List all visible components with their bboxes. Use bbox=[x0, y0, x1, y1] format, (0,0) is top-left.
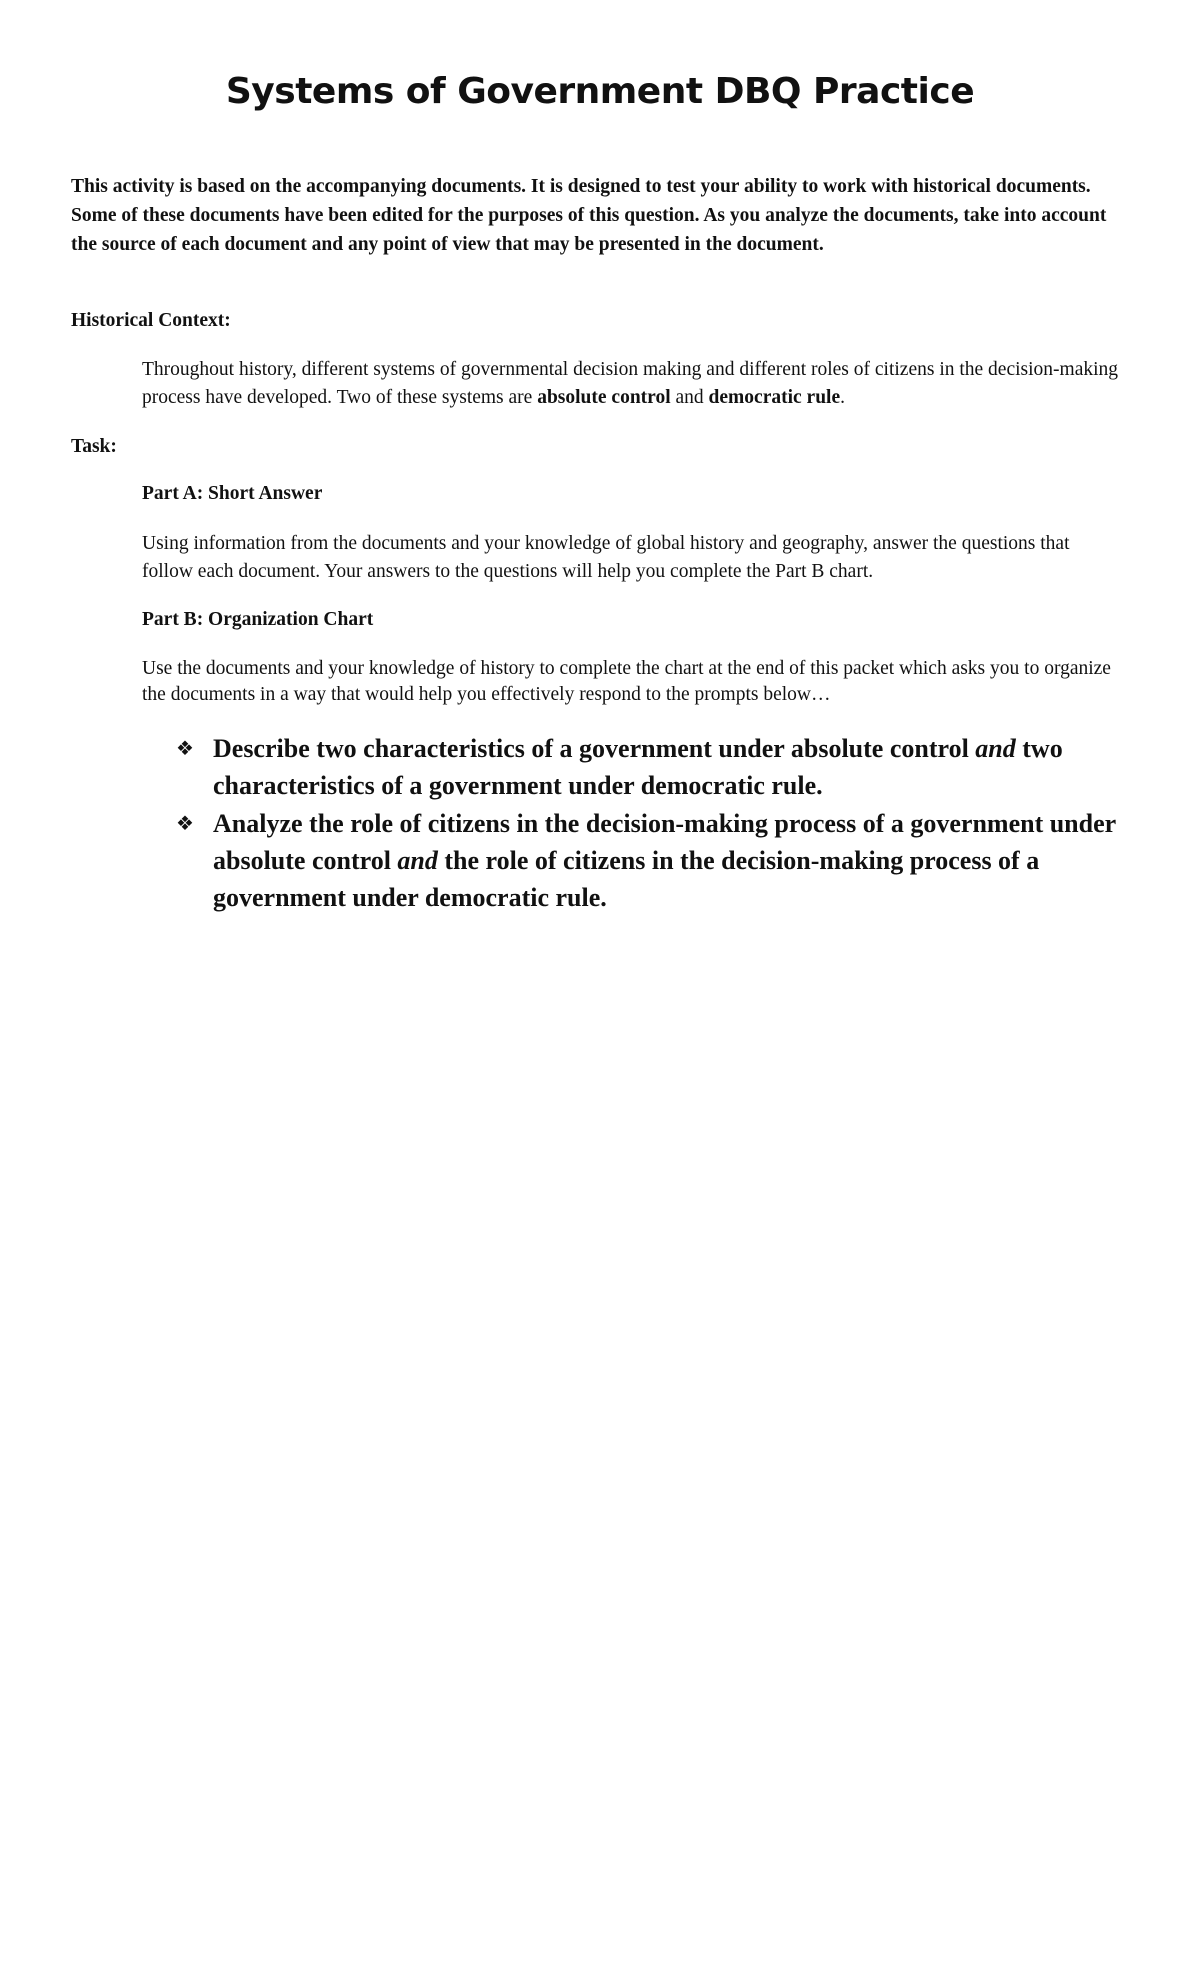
prompt-text-italic: and bbox=[975, 734, 1016, 763]
term-absolute-control: absolute control bbox=[537, 387, 671, 408]
prompt-text-after: two characteristics of a government under democratic rule. bbox=[213, 734, 1063, 800]
prompt-text-italic: and bbox=[397, 846, 438, 875]
prompt-text-before: Describe two characteristics of a government under absolute control bbox=[213, 734, 976, 763]
context-text-between: and bbox=[670, 387, 709, 408]
prompt-text-before: Analyze the role of citizens in the decision-making process of a government under absolute control bbox=[213, 809, 1116, 875]
part-b-heading: Part B: Organization Chart bbox=[142, 609, 374, 630]
part-b-text: Use the documents and your knowledge of history to complete the chart at the end of this packet which asks you to organize the documents in a way that would help you effectively respond to the prompts below… bbox=[142, 658, 1111, 705]
historical-context-text bbox=[142, 356, 1122, 412]
context-text-before: Throughout history, different systems of governmental decision making and different roles of citizens in the decision-making process have developed. Two of these systems are bbox=[142, 359, 1119, 408]
page-title: Systems of Government DBQ Practice bbox=[225, 71, 975, 112]
part-a-text: Using information from the documents and your knowledge of global history and geography, answer the questions that follow each document. Your answers to the questions will help you complete the Part B chart. bbox=[142, 533, 1070, 582]
context-text-after: . bbox=[840, 387, 845, 408]
intro-paragraph: This activity is based on the accompanying documents. It is designed to test your ability to work with historical documents. Some of these documents have been edited for the purposes of this question. As you analyze the documents, take into account the source of each document and any point of view that may be presented in the document. bbox=[71, 176, 1107, 255]
term-democratic-rule: democratic rule bbox=[708, 387, 841, 408]
diamond-flower-bullet-icon: ❖ bbox=[176, 736, 194, 760]
prompt-item bbox=[176, 805, 1136, 916]
task-label: Task: bbox=[71, 436, 117, 457]
diamond-flower-bullet-icon: ❖ bbox=[176, 811, 194, 835]
part-a-heading: Part A: Short Answer bbox=[142, 483, 323, 504]
historical-context-label: Historical Context: bbox=[71, 310, 231, 331]
prompt-item bbox=[176, 730, 1136, 804]
prompt-text-after: the role of citizens in the decision-making process of a government under democratic rule. bbox=[213, 846, 1040, 912]
prompt-list bbox=[176, 730, 1136, 917]
